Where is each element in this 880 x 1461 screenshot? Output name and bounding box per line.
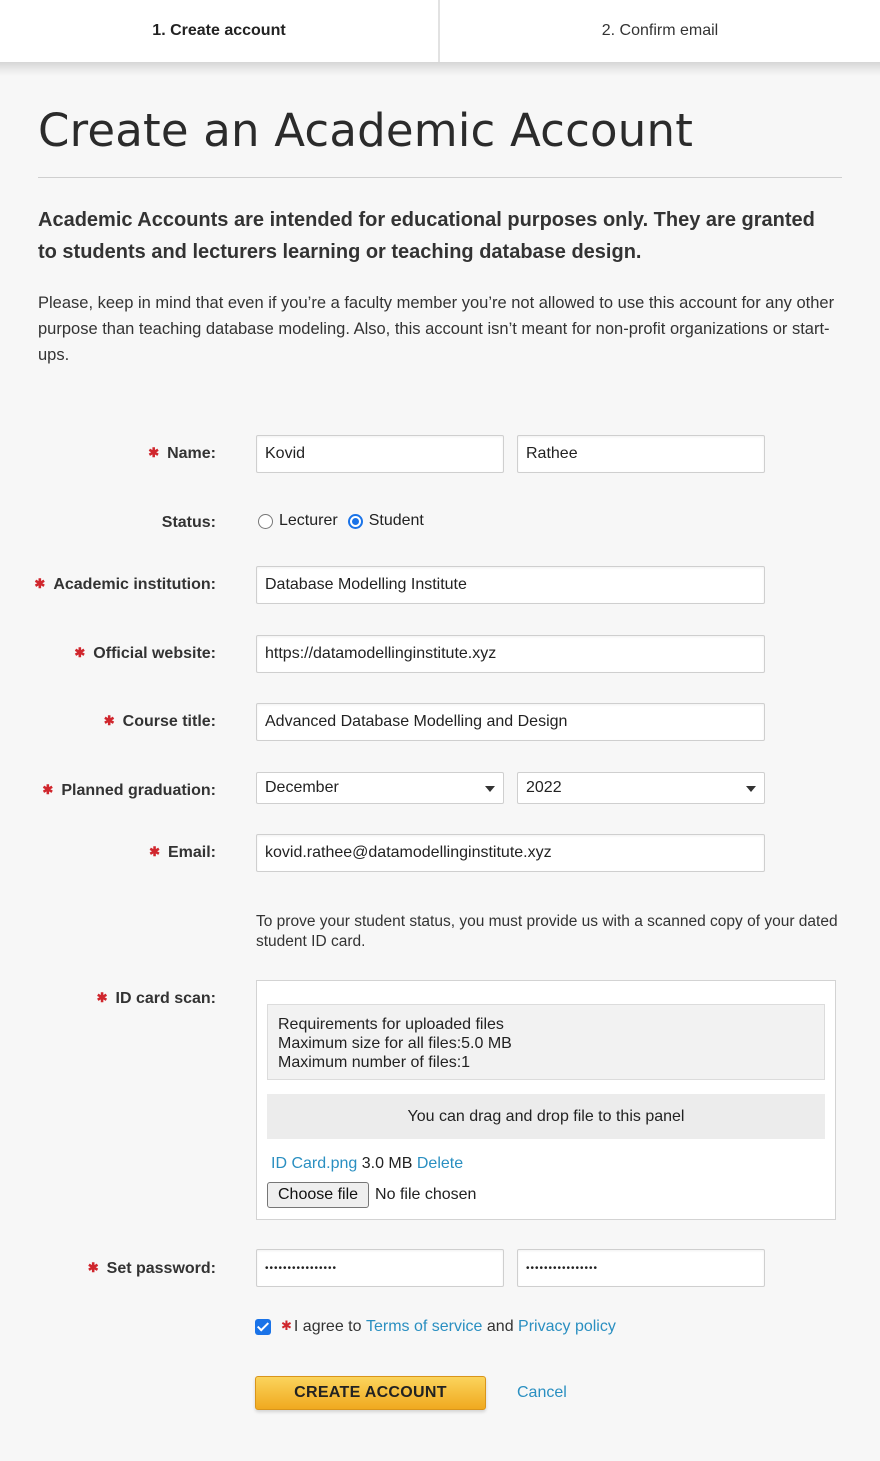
tab-create-account[interactable]: 1. Create account	[0, 0, 440, 62]
file-input	[267, 1182, 476, 1208]
page-title: Create an Academic Account	[38, 104, 694, 157]
file-upload-panel	[256, 980, 836, 1220]
info-text: Please, keep in mind that even if you’re a faculty member you’re not allowed to use this account for any other purpose than teaching database modeling. Also, this account isn’t meant for non-profit organizations or start-ups.	[38, 294, 835, 364]
last-name-input[interactable]: Rathee	[517, 435, 765, 473]
title-divider	[38, 177, 842, 178]
lead-text: Academic Accounts are intended for educational purposes only. They are granted to students and lecturers learning or teaching database design.	[38, 209, 815, 263]
choose-file-button[interactable]: Choose file	[267, 1182, 369, 1208]
delete-file-link[interactable]: Delete	[416, 1155, 464, 1172]
lecturer-radio-label[interactable]: Lecturer	[279, 512, 338, 529]
first-name-input[interactable]: Kovid	[256, 435, 504, 473]
password-label: ✱ Set password:	[87, 1260, 216, 1277]
req-title: Requirements for uploaded files	[278, 1016, 504, 1033]
no-file-text: No file chosen	[375, 1186, 477, 1203]
agree-and: and	[486, 1318, 514, 1335]
required-icon: ✱	[281, 1318, 292, 1333]
course-label: ✱ Course title:	[103, 713, 216, 730]
graduation-month-select[interactable]: December	[256, 772, 504, 804]
req-max-count: Maximum number of files:1	[278, 1054, 471, 1071]
password-confirm-input[interactable]: ••••••••••••••••	[517, 1249, 765, 1287]
status-radio-group	[258, 512, 434, 530]
required-icon: ✱	[34, 576, 46, 591]
required-icon: ✱	[103, 713, 115, 728]
terms-agreement	[255, 1318, 616, 1336]
status-label: Status:	[161, 514, 216, 531]
agree-prefix: I agree to	[293, 1318, 362, 1335]
required-icon: ✱	[148, 445, 160, 460]
chevron-down-icon	[746, 786, 756, 792]
student-radio[interactable]	[348, 514, 363, 529]
drop-zone[interactable]: You can drag and drop file to this panel	[267, 1094, 825, 1139]
uploaded-file-row	[271, 1155, 463, 1173]
cancel-link[interactable]: Cancel	[517, 1384, 567, 1401]
graduation-year-select[interactable]: 2022	[517, 772, 765, 804]
create-account-button[interactable]: CREATE ACCOUNT	[255, 1376, 486, 1410]
institution-label: ✱ Academic institution:	[34, 576, 216, 593]
tab-confirm-email[interactable]: 2. Confirm email	[601, 22, 719, 39]
step-tabs	[0, 0, 880, 62]
req-max-size: Maximum size for all files:5.0 MB	[278, 1035, 512, 1052]
institution-input[interactable]: Database Modelling Institute	[256, 566, 765, 604]
uploaded-file-size: 3.0 MB	[361, 1155, 413, 1172]
terms-checkbox[interactable]	[255, 1319, 271, 1335]
required-icon: ✱	[87, 1260, 99, 1275]
email-label: ✱ Email:	[149, 844, 216, 861]
upload-requirements	[267, 1004, 825, 1080]
required-icon: ✱	[149, 844, 160, 859]
website-input[interactable]: https://datamodellinginstitute.xyz	[256, 635, 765, 673]
course-input[interactable]: Advanced Database Modelling and Design	[256, 703, 765, 741]
chevron-down-icon	[485, 786, 495, 792]
graduation-label: ✱ Planned graduation:	[42, 782, 216, 799]
email-input[interactable]: kovid.rathee@datamodellinginstitute.xyz	[256, 834, 765, 872]
name-label: ✱ Name:	[148, 445, 216, 462]
student-radio-label[interactable]: Student	[368, 512, 424, 529]
uploaded-file-link[interactable]: ID Card.png	[271, 1155, 358, 1172]
tabbar-divider	[0, 62, 880, 76]
required-icon: ✱	[42, 782, 54, 797]
required-icon: ✱	[96, 990, 108, 1005]
website-label: ✱ Official website:	[74, 645, 216, 662]
privacy-policy-link[interactable]: Privacy policy	[518, 1318, 616, 1335]
student-status-note: To prove your student status, you must provide us with a scanned copy of your dated student ID card.	[256, 913, 838, 950]
password-input[interactable]: ••••••••••••••••	[256, 1249, 504, 1287]
id-card-label: ✱ ID card scan:	[96, 990, 216, 1007]
required-icon: ✱	[74, 645, 86, 660]
terms-of-service-link[interactable]: Terms of service	[365, 1318, 483, 1335]
lecturer-radio[interactable]	[258, 514, 273, 529]
